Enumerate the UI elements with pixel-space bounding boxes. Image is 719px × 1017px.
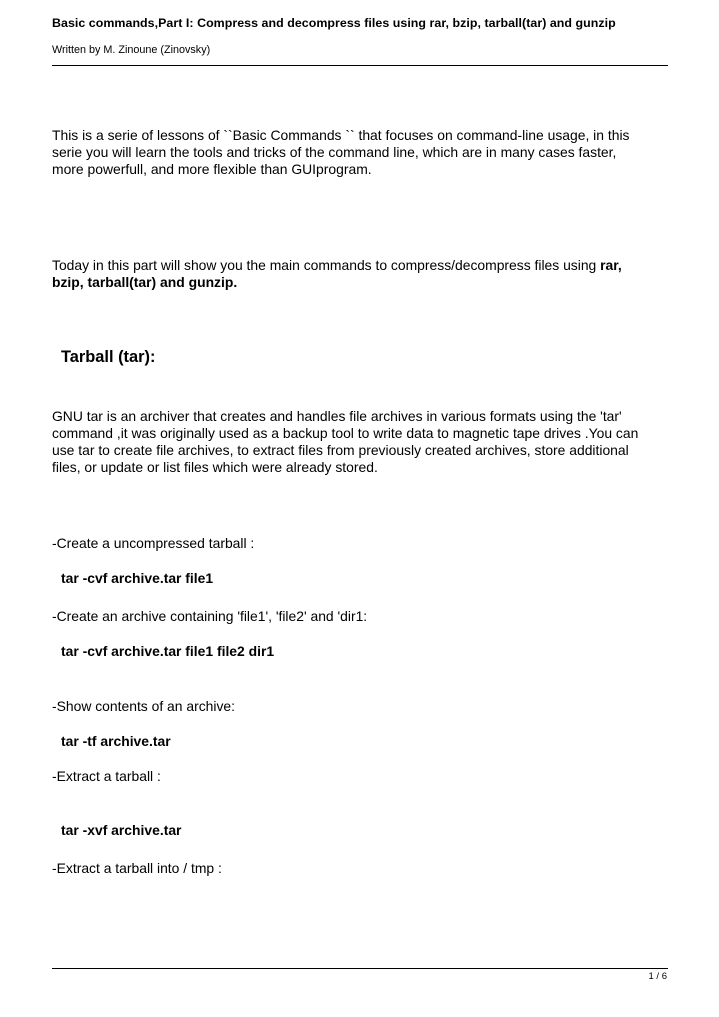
today-text: Today in this part will show you the main commands to compress/decompress files using — [52, 257, 601, 273]
description-line: files, or update or list files which were already stored. — [52, 459, 378, 475]
section-heading: Tarball (tar): — [61, 348, 156, 366]
intro-line: more powerfull, and more flexible than GUIprogram. — [52, 161, 372, 177]
item-label: -Create a uncompressed tarball : — [52, 535, 255, 551]
footer-rule — [52, 968, 668, 969]
intro-line: This is a serie of lessons of ``Basic Commands `` that focuses on command-line usage, in this — [52, 127, 630, 143]
header-rule — [52, 65, 668, 66]
today-line-1 — [52, 257, 672, 274]
command-text: tar -cvf archive.tar file1 — [61, 570, 214, 586]
page-number: 1 / 6 — [648, 971, 667, 982]
command-text: tar -cvf archive.tar file1 file2 dir1 — [61, 643, 275, 659]
description-line: GNU tar is an archiver that creates and handles file archives in various formats using the 'tar' — [52, 408, 622, 424]
command-text: tar -xvf archive.tar — [61, 822, 182, 838]
today-paragraph — [52, 257, 672, 291]
document-title: Basic commands,Part I: Compress and decompress files using rar, bzip, tarball(tar) and gunzip — [52, 16, 616, 30]
item-label: -Extract a tarball into / tmp : — [52, 860, 222, 876]
tar-description — [52, 408, 672, 476]
item-label: -Extract a tarball : — [52, 768, 161, 784]
item-label: -Create an archive containing 'file1', 'file2' and 'dir1: — [52, 608, 368, 624]
today-line-2 — [52, 274, 672, 291]
command-text: tar -tf archive.tar — [61, 733, 171, 749]
document-author: Written by M. Zinoune (Zinovsky) — [52, 44, 211, 56]
description-line: command ,it was originally used as a backup tool to write data to magnetic tape drives .You can — [52, 425, 639, 441]
description-line: use tar to create file archives, to extract files from previously created archives, store additional — [52, 442, 629, 458]
intro-paragraph — [52, 127, 672, 178]
today-bold-line2: bzip, tarball(tar) and gunzip. — [52, 274, 238, 290]
intro-line: serie you will learn the tools and tricks of the command line, which are in many cases faster, — [52, 144, 617, 160]
item-label: -Show contents of an archive: — [52, 698, 235, 714]
today-bold-end: rar, — [600, 257, 622, 273]
